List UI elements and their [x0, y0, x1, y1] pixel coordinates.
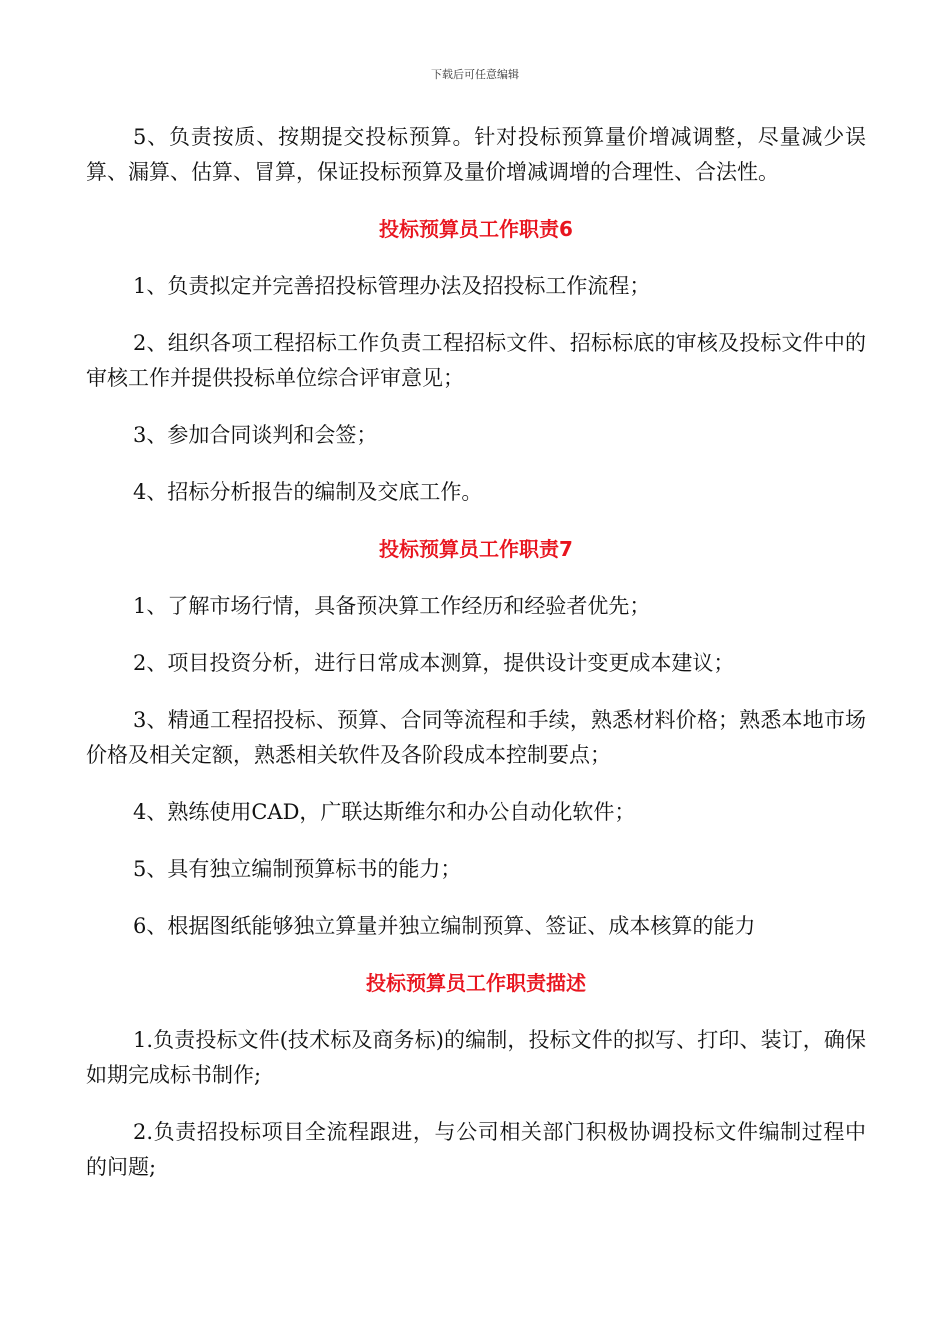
section-6-title: 投标预算员工作职责6 — [379, 217, 573, 241]
section-6-item-4: 4、招标分析报告的编制及交底工作。 — [133, 480, 483, 504]
header-note: 下载后可任意编辑 — [431, 68, 519, 81]
document-body — [86, 120, 866, 1185]
section-7-title: 投标预算员工作职责7 — [379, 537, 573, 561]
section-7-item-4: 4、熟练使用CAD，广联达斯维尔和办公自动化软件； — [133, 800, 636, 824]
section-6-item-1: 1、负责拟定并完善招投标管理办法及招投标工作流程； — [133, 274, 651, 298]
section-7-item-1: 1、了解市场行情，具备预决算工作经历和经验者优先； — [133, 594, 651, 618]
section-7-item-5: 5、具有独立编制预算标书的能力； — [133, 857, 462, 881]
section-desc-item-1: 1.负责投标文件(技术标及商务标)的编制，投标文件的拟写、打印、装订，确保如期完成标书制作; — [86, 1028, 866, 1087]
section-desc-item-2: 2.负责招投标项目全流程跟进，与公司相关部门积极协调投标文件编制过程中的问题; — [86, 1120, 866, 1179]
section-7-item-2: 2、项目投资分析，进行日常成本测算，提供设计变更成本建议； — [133, 651, 735, 675]
section-6-item-2: 2、组织各项工程招标工作负责工程招标文件、招标标底的审核及投标文件中的审核工作并提供投标单位综合评审意见； — [86, 331, 866, 390]
section-6-item-3: 3、参加合同谈判和会签； — [133, 423, 378, 447]
section-7-item-3: 3、精通工程招投标、预算、合同等流程和手续，熟悉材料价格；熟悉本地市场价格及相关定额，熟悉相关软件及各阶段成本控制要点； — [86, 708, 866, 767]
section-desc-title: 投标预算员工作职责描述 — [366, 971, 586, 995]
section-7-item-6: 6、根据图纸能够独立算量并独立编制预算、签证、成本核算的能力 — [133, 914, 756, 938]
paragraph-top-5: 5、负责按质、按期提交投标预算。针对投标预算量价增减调整，尽量减少误算、漏算、估算、冒算，保证投标预算及量价增减调增的合理性、合法性。 — [86, 125, 866, 184]
